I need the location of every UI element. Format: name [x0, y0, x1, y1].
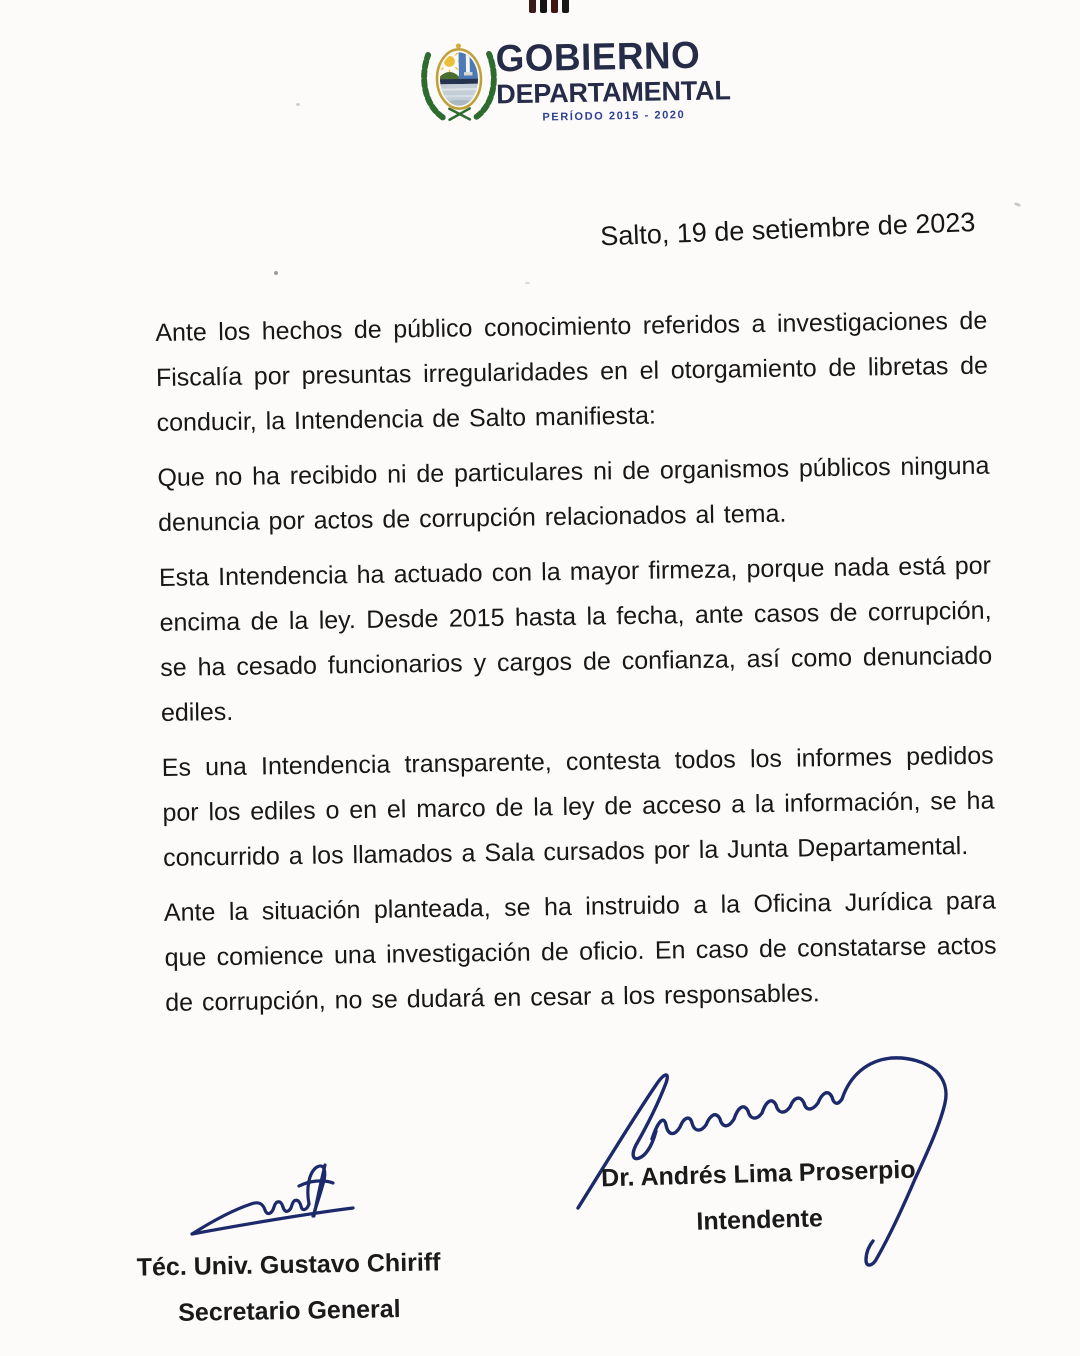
- paragraph-3: Esta Intendencia ha actuado con la mayor firmeza, porque nada está por encima de la ley. Desde 2015 hasta la fecha, ante casos de corrupción, se ha cesado funcionarios y cargos de confianza, así como denunciado ediles.: [158, 551, 993, 727]
- binding-marks-icon: [529, 0, 569, 13]
- logo-period-label: PERÍODO 2015 - 2020: [542, 109, 686, 124]
- signer-left-title: Secretario General: [177, 1295, 401, 1327]
- letter-body: [155, 299, 998, 1036]
- secretario-signature-icon: [175, 1158, 380, 1250]
- paragraph-1: Ante los hechos de público conocimiento referidos a investigaciones de Fiscalía por presuntas irregularidades en el otorgamiento de libretas de conducir, la Intendencia de Salto manifiesta:: [155, 306, 989, 437]
- letterhead: [415, 30, 731, 125]
- paragraph-4: Es una Intendencia transparente, contesta todos los informes pedidos por los ediles o en el marco de la ley de acceso a la información, se ha concurrido a los llamados a Sala cursados por la Junta Departamental.: [161, 741, 995, 872]
- date-line: Salto, 19 de setiembre de 2023: [599, 207, 976, 252]
- paragraph-2: Que no ha recibido ni de particulares ni de organismos públicos ninguna denuncia por actos de corrupción relacionados al tema.: [157, 451, 990, 537]
- signer-right-block: [562, 1155, 956, 1241]
- paragraph-5: Ante la situación planteada, se ha instruido a la Oficina Jurídica para que comience una investigación de oficio. En caso de constatarse actos de corrupción, no se dudará en cesar a los responsables.: [163, 886, 997, 1017]
- signer-right-name: Dr. Andrés Lima Proserpio: [600, 1155, 916, 1193]
- scan-speck: [296, 103, 300, 106]
- signer-left-name: Téc. Univ. Gustavo Chiriff: [136, 1248, 441, 1282]
- scan-speck: [1014, 202, 1022, 207]
- scan-speck: [274, 271, 278, 275]
- logo-subtitle: DEPARTAMENTAL: [496, 75, 731, 110]
- coat-of-arms-icon: [415, 34, 503, 123]
- signer-left-block: [127, 1248, 450, 1329]
- scan-speck: [525, 282, 530, 284]
- logo-title: GOBIERNO: [495, 34, 701, 81]
- logo-wordmark: [495, 30, 731, 124]
- signer-right-title: Intendente: [696, 1204, 824, 1236]
